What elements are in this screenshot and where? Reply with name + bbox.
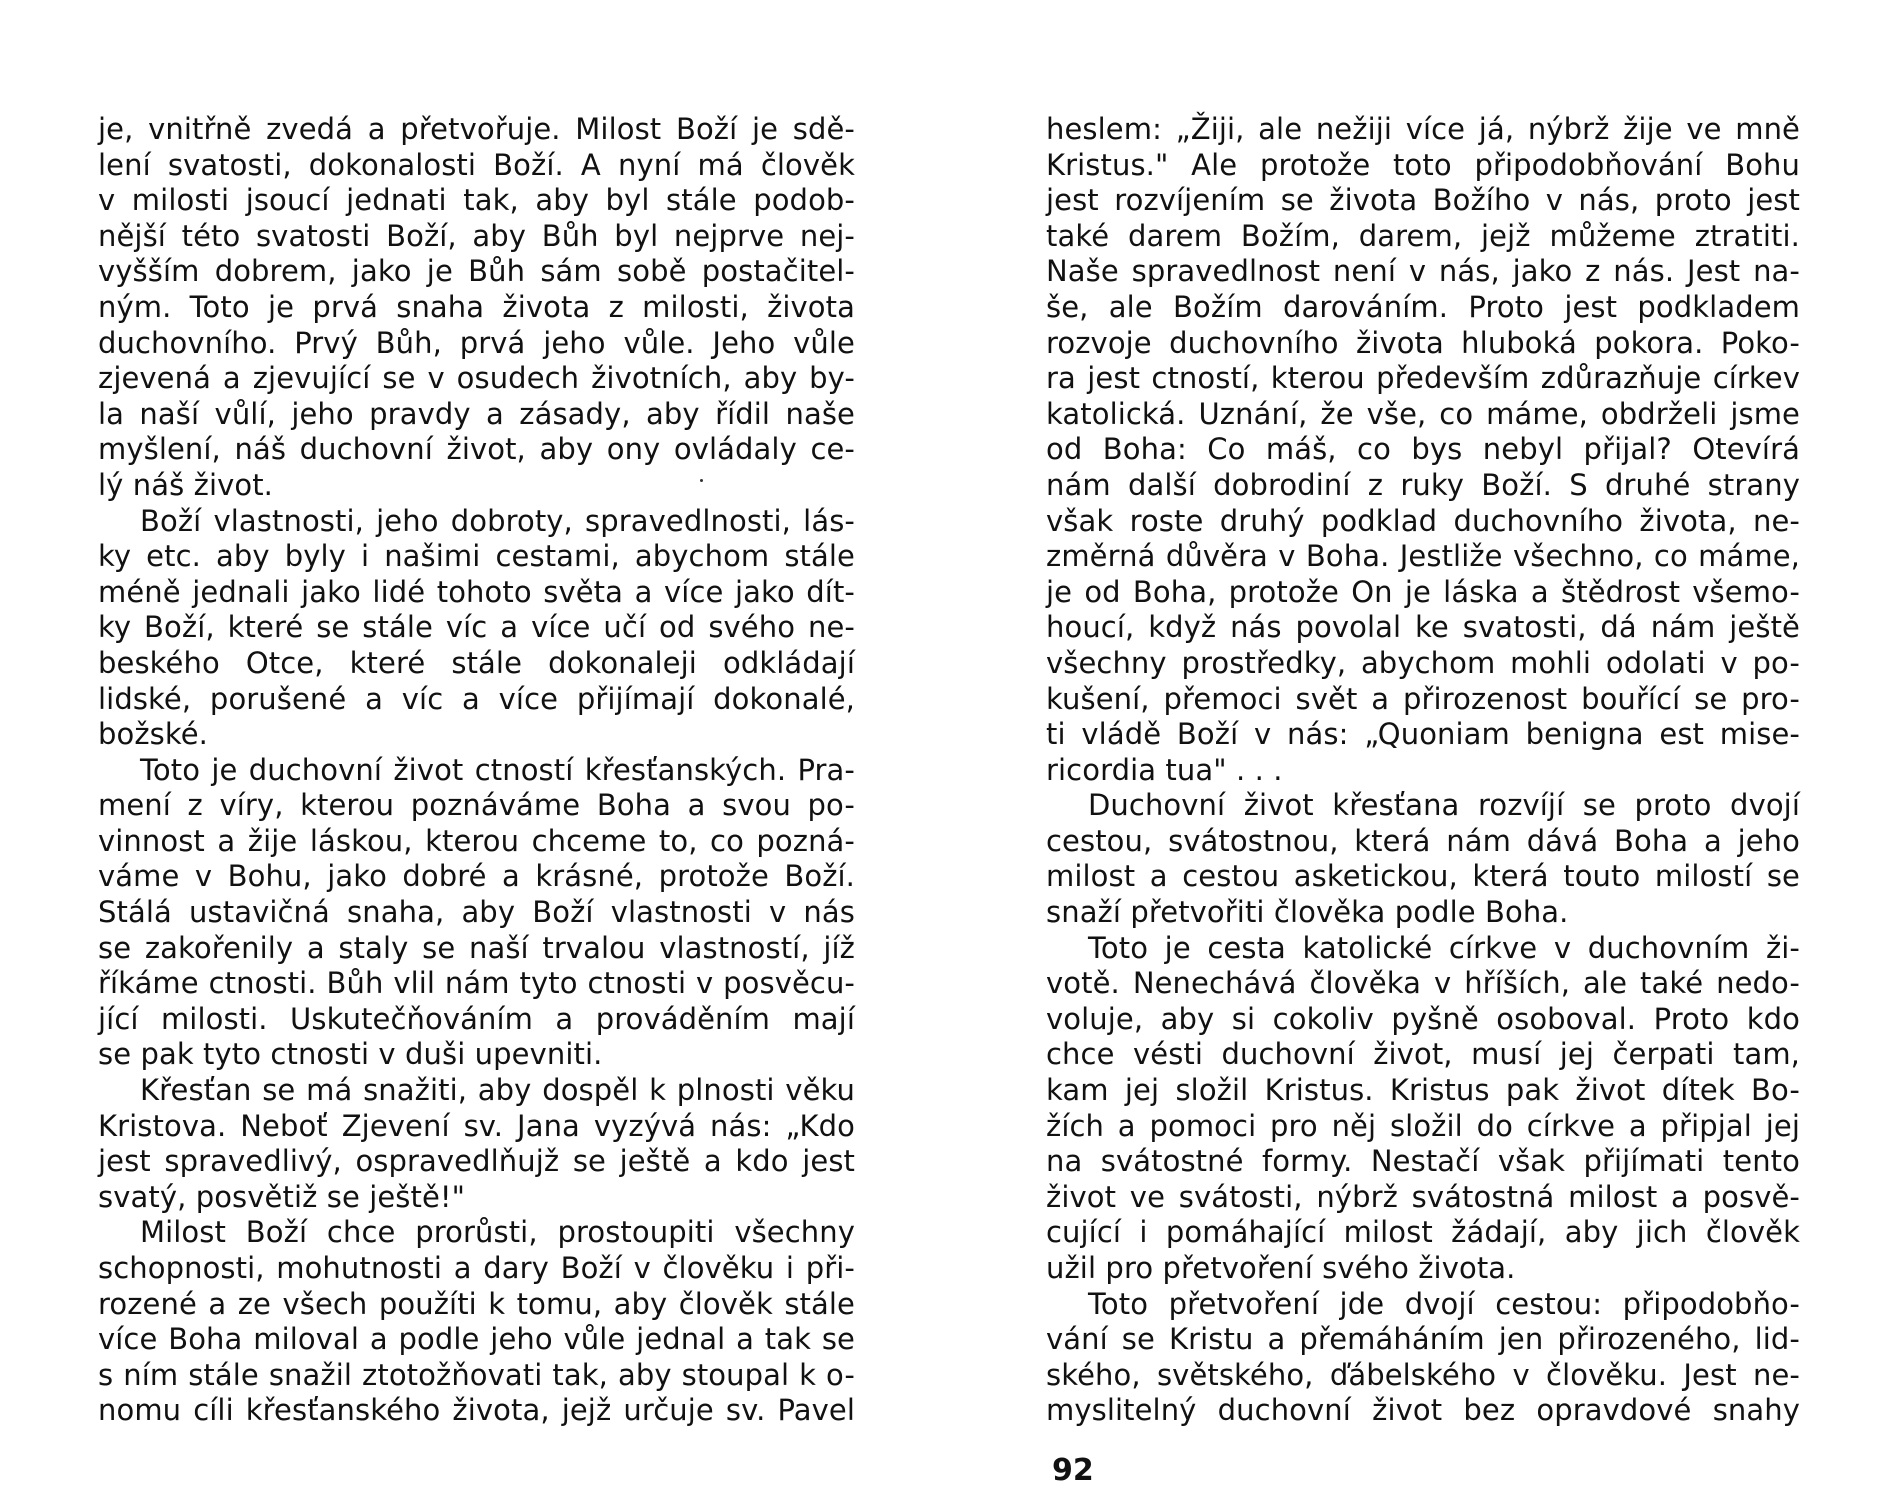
text-line: še, ale Božím darováním. Proto jest podkladem [1046,289,1800,324]
text-line: svatý, posvětiž se ještě!" [98,1179,466,1214]
text-line: více Boha miloval a podle jeho vůle jednal a tak se [98,1322,855,1357]
text-line: duchovního. Prvý Bůh, prvá jeho vůle. Jeho vůle [98,325,855,360]
text-line: kušení, přemoci svět a přirozenost bouřící se pro- [1046,681,1800,716]
text-line: votě. Nenechává člověka v hříších, ale také nedo- [1046,966,1800,1001]
text-line: Stálá ustavičná snaha, aby Boží vlastnosti v nás [98,895,855,930]
text-line: jest spravedlivý, ospravedlňujž se ještě a kdo jest [98,1144,855,1179]
text-line: užil pro přetvoření svého života. [1046,1251,1516,1285]
text-line: život ve svátosti, nýbrž svátostná milost a posvě- [1046,1179,1800,1214]
text-line: katolická. Uznání, že vše, co máme, obdrželi jsme [1046,396,1800,431]
text-line: Duchovní život křesťana rozvíjí se proto dvojí [1088,788,1800,823]
text-line: ky Boží, které se stále víc a více učí od svého ne- [98,610,855,645]
text-line: ti vládě Boží v nás: „Quoniam benigna est mise- [1046,717,1800,752]
text-line: myšlení, náš duchovní život, aby ony ovládaly ce- [98,432,855,467]
text-line: voluje, aby si cokoliv pyšně osoboval. Proto kdo [1046,1001,1800,1036]
text-line: rozvoje duchovního života hluboká pokora. Poko- [1046,325,1800,360]
text-line: milost a cestou asketickou, která touto milostí se [1046,859,1800,894]
text-line: se zakořenily a staly se naší trvalou vlastností, jíž [98,930,855,965]
text-line: Toto je cesta katolické církve v duchovním ži- [1088,930,1800,965]
text-line: Naše spravedlnost není v nás, jako z nás. Jest na- [1046,254,1800,289]
text-line: v milosti jsoucí jednati tak, aby byl stále podob- [98,183,855,218]
left-page-text [98,112,855,1429]
text-line: Křesťan se má snažiti, aby dospěl k plnosti věku [140,1073,855,1108]
text-line: však roste druhý podklad duchovního života, ne- [1046,503,1800,538]
text-line: méně jednali jako lidé tohoto světa a více jako dít- [98,574,855,609]
text-line: Toto přetvoření jde dvojí cestou: připodobňo- [1088,1286,1800,1321]
text-line: houcí, když nás povolal ke svatosti, dá nám ještě [1046,610,1800,645]
text-line: nomu cíli křesťanského života, jejž určuje sv. Pavel [98,1393,855,1428]
page-number: 92 [1052,1453,1094,1488]
text-line: kam jej složil Kristus. Kristus pak život dítek Bo- [1046,1073,1800,1108]
text-line: ným. Toto je prvá snaha života z milosti, života [98,289,855,324]
text-line: lý náš život. [98,467,273,502]
text-line: Milost Boží chce prorůsti, prostoupiti všechny [140,1215,855,1250]
text-line: žích a pomoci pro něj složil do církve a připjal jej [1046,1108,1800,1143]
right-page-text [1046,112,1800,1429]
text-line: se pak tyto ctnosti v duši upevniti. [98,1037,603,1072]
text-line: všechny prostředky, abychom mohli odolati v po- [1046,645,1800,680]
text-line: Kristova. Neboť Zjevení sv. Jana vyzývá nás: „Kdo [98,1108,855,1143]
text-line: ra jest ctností, kterou především zdůrazňuje církev [1046,361,1800,396]
text-line: změrná důvěra v Boha. Jestliže všechno, co máme, [1046,539,1800,574]
text-line: vinnost a žije láskou, kterou chceme to, co pozná- [98,823,855,858]
text-line: božské. [98,717,209,752]
text-line: také darem Božím, darem, jejž můžeme ztratiti. [1046,218,1800,253]
text-line: vání se Kristu a přemáháním jen přirozeného, lid- [1046,1322,1800,1357]
text-line: lidské, porušené a víc a více přijímají dokonalé, [98,681,855,716]
text-line: s ním stále snažil ztotožňovati tak, aby stoupal k o- [98,1357,855,1392]
text-line: cestou, svátostnou, která nám dává Boha a jeho [1046,823,1800,858]
text-line: beského Otce, které stále dokonaleji odkládají [98,645,855,680]
text-line: myslitelný duchovní život bez opravdové snahy [1046,1393,1800,1428]
text-line: rozené a ze všech použíti k tomu, aby člověk stále [98,1286,855,1321]
text-line: snaží přetvořiti člověka podle Boha. [1046,895,1569,930]
text-line: Toto je duchovní život ctností křesťanských. Pra- [140,752,855,787]
text-line: schopnosti, mohutnosti a dary Boží v člověku i při- [98,1251,855,1285]
text-line: jící milosti. Uskutečňováním a prováděním mají [98,1001,855,1036]
text-line: lení svatosti, dokonalosti Boží. A nyní má člověk [98,147,855,182]
text-line: mení z víry, kterou poznáváme Boha a svou po- [98,788,855,823]
text-line: Boží vlastnosti, jeho dobroty, spravedlnosti, lás- [140,503,855,538]
text-line: nám další dobrodiní z ruky Boží. S druhé strany [1046,467,1800,502]
text-line: heslem: „Žiji, ale nežiji více já, nýbrž žije ve mně [1046,112,1800,146]
ink-speck [700,479,703,482]
text-line: cující i pomáhající milost žádají, aby jich člověk [1046,1215,1800,1250]
text-line: nější této svatosti Boží, aby Bůh byl nejprve nej- [98,218,855,253]
text-line: říkáme ctnosti. Bůh vlil nám tyto ctnosti v posvěcu- [98,966,855,1001]
text-line: váme v Bohu, jako dobré a krásné, protože Boží. [98,859,855,894]
text-line: chce vésti duchovní život, musí jej čerpati tam, [1046,1037,1800,1072]
text-line: je, vnitřně zvedá a přetvořuje. Milost Boží je sdě- [98,112,855,146]
text-line: na svátostné formy. Nestačí však přijímati tento [1046,1144,1800,1179]
text-line: vyšším dobrem, jako je Bůh sám sobě postačitel- [98,254,855,289]
text-line: jest rozvíjením se života Božího v nás, proto jest [1046,183,1800,218]
text-line: Kristus." Ale protože toto připodobňování Bohu [1046,147,1800,182]
text-line: ky etc. aby byly i našimi cestami, abychom stále [98,539,855,574]
text-line: od Boha: Co máš, co bys nebyl přijal? Otevírá [1046,432,1800,467]
text-line: je od Boha, protože On je láska a štědrost všemo- [1046,574,1800,609]
text-line: ricordia tua" . . . [1046,752,1283,787]
text-line: la naší vůlí, jeho pravdy a zásady, aby řídil naše [98,396,855,431]
text-line: ského, světského, ďábelského v člověku. Jest ne- [1046,1357,1800,1392]
text-line: zjevená a zjevující se v osudech životních, aby by- [98,361,855,396]
